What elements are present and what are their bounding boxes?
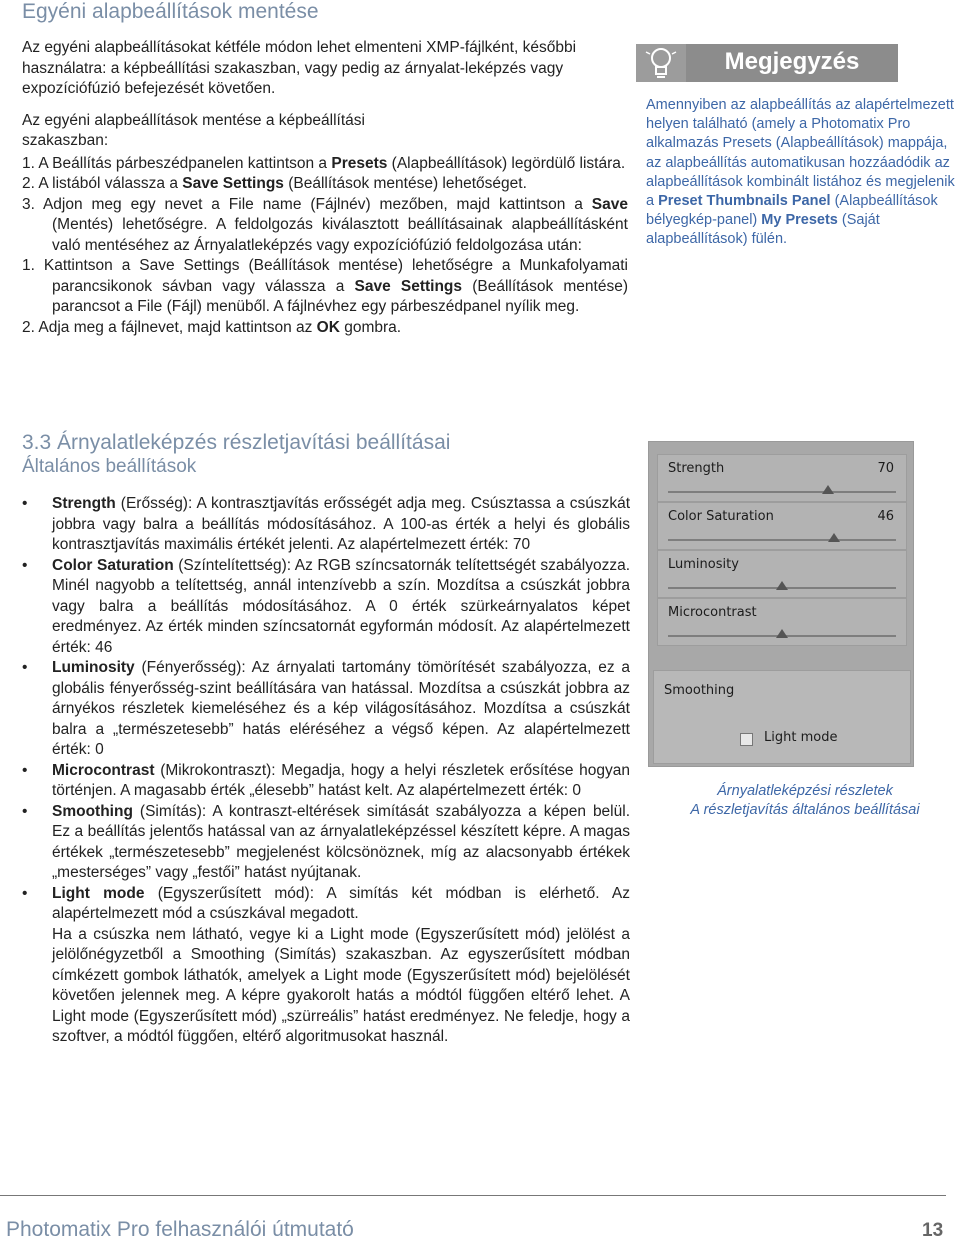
footer-divider: [0, 1195, 946, 1196]
list-item: • Color Saturation (Színtelítettség): Az RGB színcsatornák telítettségét szabályozza. Minél nagyobb a telítettség, annál intenzívebb a szín. Mozdítsa a csúszkát jobbra vagy balra a beállítás módosításához. A 0 érték szürkeárnyalatos képet eredményez. Az érték minden színcsatornát egyformán módosít. Az alapértelmezett érték: 46: [22, 556, 631, 656]
luminosity-thumb[interactable]: [776, 581, 788, 590]
strength-slider[interactable]: [657, 454, 907, 502]
microcontrast-thumb[interactable]: [776, 629, 788, 638]
left-column-top: [22, 38, 628, 338]
list-item: • Smoothing (Simítás): A kontraszt-eltérések simítását szabályozza a képen belül. Ez a beállítás jelentős hatással van az árnyalatleképzéssel készített képre. A magas értékek „természetesebb” megjelenést kölcsönöznek, míg az alacsonyabb értékek „mesterséges” vagy „festői” hatást nyújtanak.: [22, 802, 630, 881]
list-item: • Luminosity (Fényerősség): Az árnyalati tartomány tömörítését szabályozza, ez a globális fényerősség-szint beállítására van hatással. Mozdítsa a csúszkát jobbra az árnyékos részletek kiemeléséhez és a kép világosításához. Mozdítsa a csúszkát balra a „természetesebb” hatás eléréséhez a végső képen. Az alapértelmezett érték: 0: [22, 659, 630, 758]
detail-settings-panel: [648, 441, 914, 767]
saturation-thumb[interactable]: [828, 533, 840, 542]
step-1-3: 3. Adjon meg egy nevet a File name (Fájlnév) mezőben, majd kattintson a Save (Mentés) lehetőségre. A feldolgozás kiválasztott beállításainak alapbeállításként való mentéséhez az Árnyalatleképzés vagy expozíciófúzió feldolgozása után:: [22, 195, 628, 254]
smoothing-label: Smoothing: [664, 683, 735, 698]
list-item: • Light mode (Egyszerűsített mód): A simítás két módban is elérhető. Az alapértelmezett mód a csúszkával megadott.: [22, 884, 630, 922]
note-text: Amennyiben az alapbeállítás az alapértelmezett helyen található (amely a Photomatix Pro alkalmazás Presets (Alapbeállítások) mappája, az alapbeállítás automatikusan hozzáadódik az alapbeállítások kombinált listához és megjelenik a Preset Thumbnails Panel (Alapbeállítások bélyegkép-panel) My Presets (Saját alapbeállítások) fülén.: [646, 97, 955, 248]
smoothing-section: [653, 670, 911, 764]
page-number: 13: [922, 1220, 944, 1241]
strength-track[interactable]: [668, 491, 896, 493]
luminosity-label: Luminosity: [668, 557, 739, 572]
section2-subtitle: Általános beállítások: [22, 456, 197, 477]
bullet-list: [22, 494, 630, 1048]
saturation-slider[interactable]: [657, 502, 907, 550]
microcontrast-slider[interactable]: [657, 598, 907, 646]
figure-caption: [660, 782, 950, 820]
light-mode-checkbox[interactable]: [740, 733, 753, 746]
light-mode-explanation: Ha a csúszka nem látható, vegye ki a Light mode (Egyszerűsített mód) jelölést a jelölőnégyzetből a Smoothing (Simítás) szakaszban. Az egyszerűsített módban címkézett gombok láthatók, amelyek a Light mode (Egyszerűsített mód) bejelölését követően jelennek meg. A képre gyakorolt hatás a módtól függően eltérő lehet. A Light mode (Egyszerűsített mód) „szürreális” hatást eredményez. Ne feledje, hogy a szoftver, a módtól függően, eltérő algoritmusokat használ.: [52, 925, 630, 1045]
footer-title: Photomatix Pro felhasználói útmutató: [6, 1218, 354, 1241]
caption-line-2: A részletjavítás általános beállításai: [690, 802, 920, 818]
light-mode-label: Light mode: [764, 730, 838, 745]
saturation-label: Color Saturation: [668, 509, 774, 524]
lightbulb-icon: [636, 44, 686, 82]
sub-heading-1: Az egyéni alapbeállítások mentése a képbeállítási szakaszban:: [22, 111, 365, 149]
list-item: • Microcontrast (Mikrokontraszt): Megadja, hogy a helyi részletek erősítése hogyan történjen. A magasabb érték „élesebb” hatást kelt. Az alapértelmezett érték: 0: [22, 761, 630, 799]
strength-thumb[interactable]: [822, 485, 834, 494]
intro-paragraph: Az egyéni alapbeállításokat kétféle módon lehet elmenteni XMP-fájlként, későbbi használatra: a képbeállítási szakaszban, vagy pedig az árnyalat-leképzés vagy expozíciófúzió befejezését követően.: [22, 39, 577, 97]
step-2-2: 2. Adja meg a fájlnevet, majd kattintson az OK gombra.: [22, 318, 402, 336]
strength-value: 70: [877, 461, 894, 476]
microcontrast-label: Microcontrast: [668, 605, 757, 620]
saturation-track[interactable]: [668, 539, 896, 541]
section-title: Egyéni alapbeállítások mentése: [22, 0, 319, 23]
section2-heading: 3.3 Árnyalatleképzés részletjavítási beállításai: [22, 431, 451, 454]
list-item: • Strength (Erősség): A kontrasztjavítás erősségét adja meg. Csúsztassa a csúszkát jobbra vagy balra a beállítás módosításához. A 100-as érték a helyi és globális kontrasztjavítás maximális értékét jelenti. Az alapértelmezett érték: 70: [22, 495, 630, 553]
caption-line-1: Árnyalatleképzési részletek: [717, 783, 893, 799]
note-title: Megjegyzés: [724, 48, 860, 75]
strength-label: Strength: [668, 461, 725, 476]
step-1-1: 1. A Beállítás párbeszédpanelen kattintson a Presets (Alapbeállítások) legördülő listára.: [22, 154, 626, 172]
note-header: [636, 44, 898, 82]
luminosity-slider[interactable]: [657, 550, 907, 598]
step-2-1: 1. Kattintson a Save Settings (Beállítások mentése) lehetőségre a Munkafolyamati parancsikonok sávban vagy válassza a Save Settings (Beállítások mentése) parancsot a File (Fájl) menüből. A fájlnévhez egy párbeszédpanel nyílik meg.: [22, 257, 628, 315]
step-1-2: 2. A listából válassza a Save Settings (Beállítások mentése) lehetőséget.: [22, 175, 527, 192]
saturation-value: 46: [877, 509, 894, 524]
